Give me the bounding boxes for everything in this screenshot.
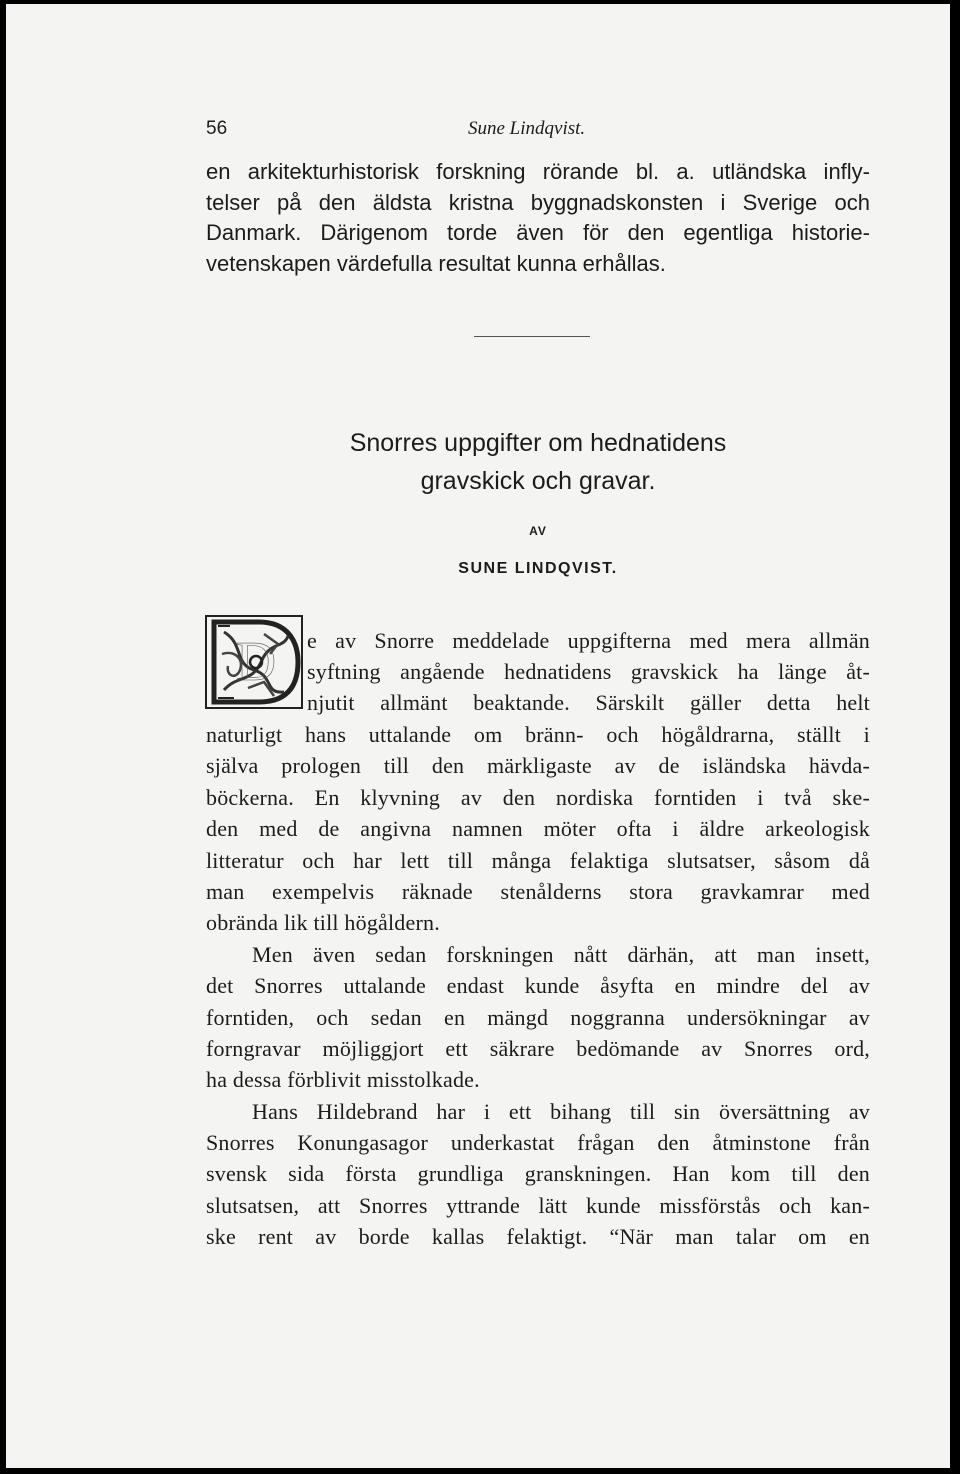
text-line: forntiden, och sedan en mängd noggranna undersökningar av <box>206 1005 870 1030</box>
text-line: syftning angående hednatidens gravskick ha länge åt- <box>307 659 870 684</box>
book-page <box>6 4 950 1468</box>
text-line: den med de angivna namnen möter ofta i äldre arkeologisk <box>206 816 870 841</box>
page-number: 56 <box>206 118 228 139</box>
text-line: Hans Hildebrand har i ett bihang till sin översättning av <box>252 1099 870 1124</box>
text-line: vetenskapen värdefulla resultat kunna erhållas. <box>206 251 666 276</box>
text-line: forngravar möjliggjort ett säkrare bedömande av Snorres ord, <box>206 1036 870 1061</box>
text-line: svensk sida första grundliga granskningen. Han kom till den <box>206 1161 870 1186</box>
text-line: e av Snorre meddelade uppgifterna med mera allmän <box>307 628 870 653</box>
text-line: Danmark. Därigenom torde även för den egentliga historie- <box>206 220 870 245</box>
byline-author: SUNE LINDQVIST. <box>458 560 618 577</box>
text-line: ha dessa förblivit misstolkade. <box>206 1067 480 1092</box>
article-title-line1: Snorres uppgifter om hednatidens <box>349 429 727 457</box>
text-line: litteratur och har lett till många felaktiga slutsatser, såsom då <box>206 848 870 873</box>
text-line: Snorres Konungasagor underkastat frågan den åtminstone från <box>206 1130 870 1155</box>
text-line: obrända lik till högåldern. <box>206 910 440 935</box>
ornamental-drop-cap <box>204 614 304 710</box>
text-line: själva prologen till den märkligaste av de isländska hävda- <box>206 753 870 778</box>
section-divider <box>474 336 590 337</box>
article-title-line2: gravskick och gravar. <box>420 467 656 495</box>
drop-cap-letter: D <box>235 631 277 693</box>
running-title: Sune Lindqvist. <box>468 118 586 139</box>
text-line: böckerna. En klyvning av den nordiska forntiden i två ske- <box>206 785 870 810</box>
byline-by: AV <box>529 524 547 538</box>
text-line: man exempelvis räknade stenålderns stora gravkamrar med <box>206 879 870 904</box>
text-line: njutit allmänt beaktande. Särskilt gäller detta helt <box>307 690 870 715</box>
text-line: en arkitekturhistorisk forskning rörande bl. a. utländska infly- <box>206 159 870 184</box>
text-line: naturligt hans uttalande om bränn- och högåldrarna, ställt i <box>206 722 870 747</box>
text-line: det Snorres uttalande endast kunde åsyfta en mindre del av <box>206 973 870 998</box>
text-line: telser på den äldsta kristna byggnadskonsten i Sverige och <box>206 190 870 215</box>
text-line: ske rent av borde kallas felaktigt. “När man talar om en <box>206 1224 870 1249</box>
text-line: Men även sedan forskningen nått därhän, att man insett, <box>252 942 870 967</box>
text-line: slutsatsen, att Snorres yttrande lätt kunde missförstås och kan- <box>206 1193 870 1218</box>
drop-cap-ornament <box>204 614 304 710</box>
